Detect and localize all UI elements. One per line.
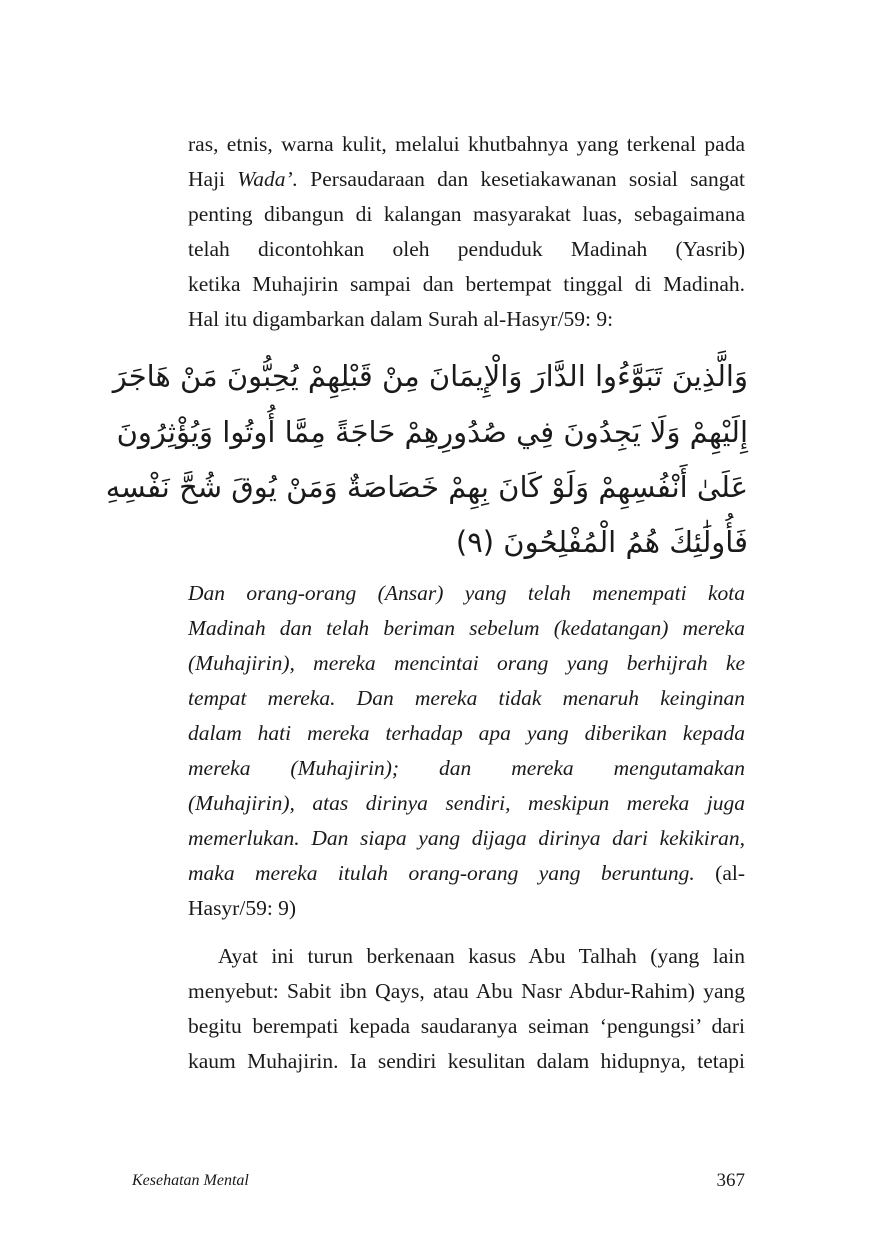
- text-run: Haji: [188, 167, 226, 191]
- translation-line: memerlukan. Dan siapa yang dijaga dirinya dari kekikiran,: [188, 826, 745, 850]
- page-number: 367: [716, 1170, 745, 1191]
- text-run: Persaudaraan dan kesetiakawanan sosial sangat: [310, 167, 745, 191]
- translation-line: mereka (Muhajirin); dan mereka mengutamakan: [188, 756, 745, 780]
- italic-term: Wada’.: [237, 167, 299, 191]
- text-line: Ayat ini turun berkenaan kasus Abu Talhah (yang lain: [218, 944, 745, 968]
- arabic-line: إِلَيْهِمْ وَلَا يَجِدُونَ فِي صُدُورِهِمْ حَاجَةً مِمَّا أُوتُوا وَيُؤْثِرُونَ: [116, 415, 748, 449]
- translation-line: (Muhajirin), mereka mencintai orang yang berhijrah ke: [188, 651, 745, 675]
- paragraph-explanation: [188, 939, 745, 1079]
- translation-line: (Muhajirin), atas dirinya sendiri, meskipun mereka juga: [188, 791, 745, 815]
- text-line: kaum Muhajirin. Ia sendiri kesulitan dalam hidupnya, tetapi: [188, 1049, 745, 1073]
- translation-line: tempat mereka. Dan mereka tidak menaruh keinginan: [188, 686, 745, 710]
- translation-line: Madinah dan telah beriman sebelum (kedatangan) mereka: [188, 616, 745, 640]
- running-footer-title: Kesehatan Mental: [132, 1172, 249, 1189]
- translation-line: dalam hati mereka terhadap apa yang diberikan kepada: [188, 721, 745, 745]
- arabic-line: فَأُولَٰئِكَ هُمُ الْمُفْلِحُونَ (٩): [455, 525, 748, 559]
- text-line: menyebut: Sabit ibn Qays, atau Abu Nasr Abdur-Rahim) yang: [188, 979, 745, 1003]
- text-line: ras, etnis, warna kulit, melalui khutbahnya yang terkenal pada: [188, 132, 745, 156]
- arabic-line: وَالَّذِينَ تَبَوَّءُوا الدَّارَ وَالْإِيمَانَ مِنْ قَبْلِهِمْ يُحِبُّونَ مَنْ هَاجَرَ: [112, 359, 748, 393]
- text-line: begitu berempati kepada saudaranya seiman ‘pengungsi’ dari: [188, 1014, 745, 1038]
- text-line: ketika Muhajirin sampai dan bertempat tinggal di Madinah.: [188, 272, 745, 296]
- translation-line: [188, 856, 745, 891]
- text-line: penting dibangun di kalangan masyarakat luas, sebagaimana: [188, 202, 745, 226]
- verse-translation: [188, 576, 745, 926]
- text-line: [188, 162, 745, 197]
- paragraph-intro: [188, 127, 745, 337]
- translation-line: Dan orang-orang (Ansar) yang telah menempati kota: [188, 581, 745, 605]
- citation-start: (al-: [715, 861, 745, 885]
- text-line: telah dicontohkan oleh penduduk Madinah (Yasrib): [188, 237, 745, 261]
- text-line: Hal itu digambarkan dalam Surah al-Hasyr/59: 9:: [188, 307, 614, 331]
- citation-end: Hasyr/59: 9): [188, 896, 297, 920]
- text-run: maka mereka itulah orang-orang yang beruntung.: [188, 861, 695, 885]
- arabic-line: عَلَىٰ أَنْفُسِهِمْ وَلَوْ كَانَ بِهِمْ خَصَاصَةٌ وَمَنْ يُوقَ شُحَّ نَفْسِهِ: [105, 470, 748, 504]
